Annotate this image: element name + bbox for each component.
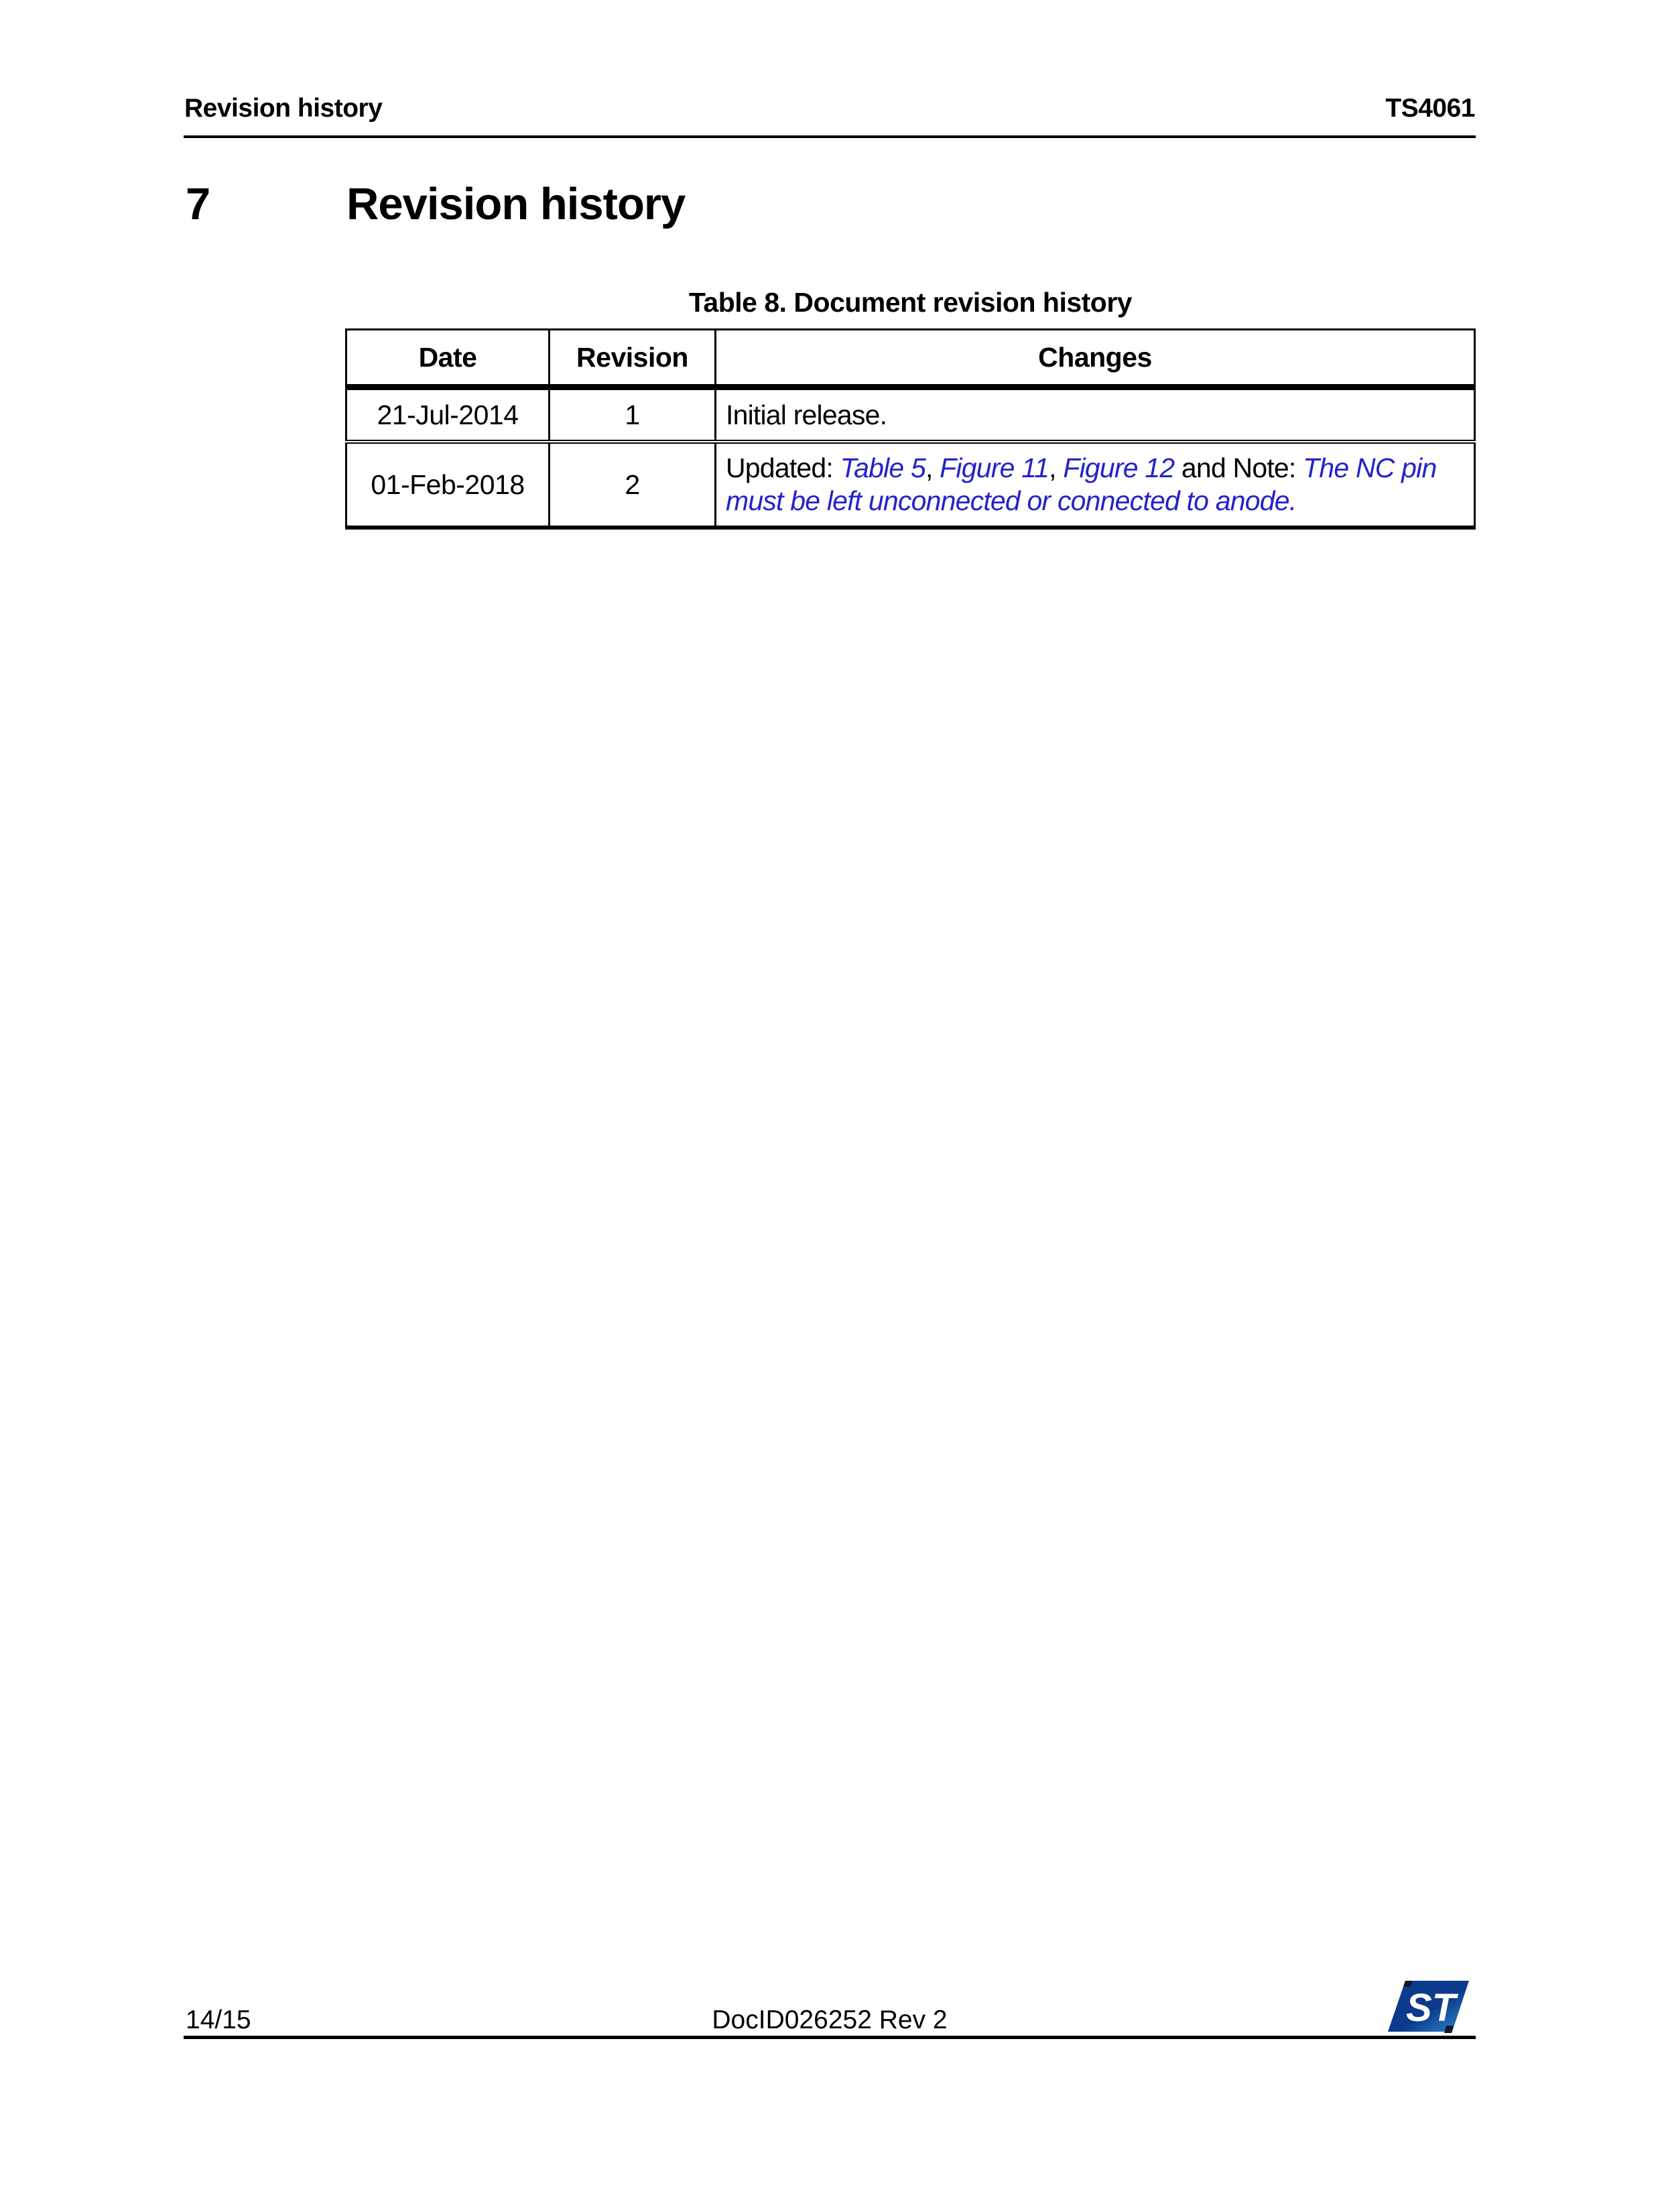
revision-history-table <box>345 328 1476 530</box>
changes-text: , <box>1049 452 1064 483</box>
link-figure-11[interactable]: Figure 11 <box>940 452 1049 483</box>
running-header-doc-number: TS4061 <box>1385 94 1475 123</box>
table-row <box>346 387 1475 442</box>
svg-text:ST: ST <box>1406 1986 1456 2030</box>
cell-revision: 1 <box>550 387 716 442</box>
header-divider <box>184 135 1476 138</box>
link-figure-12[interactable]: Figure 12 <box>1063 452 1175 483</box>
table-header-row <box>346 330 1475 387</box>
note-text: The NC pin must be left unconnected or connected to anode. <box>726 452 1437 516</box>
revision-table-block <box>345 287 1476 530</box>
column-header-date: Date <box>346 330 550 387</box>
section-number: 7 <box>186 179 210 229</box>
page-number: 14/15 <box>186 2006 251 2034</box>
cell-changes <box>716 442 1475 528</box>
cell-date: 21-Jul-2014 <box>346 387 550 442</box>
section-title: Revision history <box>346 179 686 229</box>
column-header-revision: Revision <box>550 330 716 387</box>
cell-revision: 2 <box>550 442 716 528</box>
column-header-changes: Changes <box>716 330 1475 387</box>
cell-changes <box>716 387 1475 442</box>
doc-id: DocID026252 Rev 2 <box>712 2006 948 2034</box>
changes-text: Initial release. <box>726 399 887 430</box>
running-header-section-label: Revision history <box>184 94 383 123</box>
table-row <box>346 442 1475 528</box>
changes-text: , <box>925 452 940 483</box>
changes-text: Updated: <box>726 452 840 483</box>
table-caption: Table 8. Document revision history <box>688 287 1133 318</box>
changes-text: and Note: <box>1174 452 1303 483</box>
cell-date: 01-Feb-2018 <box>346 442 550 528</box>
st-logo-icon <box>1382 1979 1472 2035</box>
section-heading <box>186 178 685 230</box>
footer-divider <box>184 2036 1476 2039</box>
link-table-5[interactable]: Table 5 <box>840 452 925 483</box>
running-header <box>184 94 1475 123</box>
